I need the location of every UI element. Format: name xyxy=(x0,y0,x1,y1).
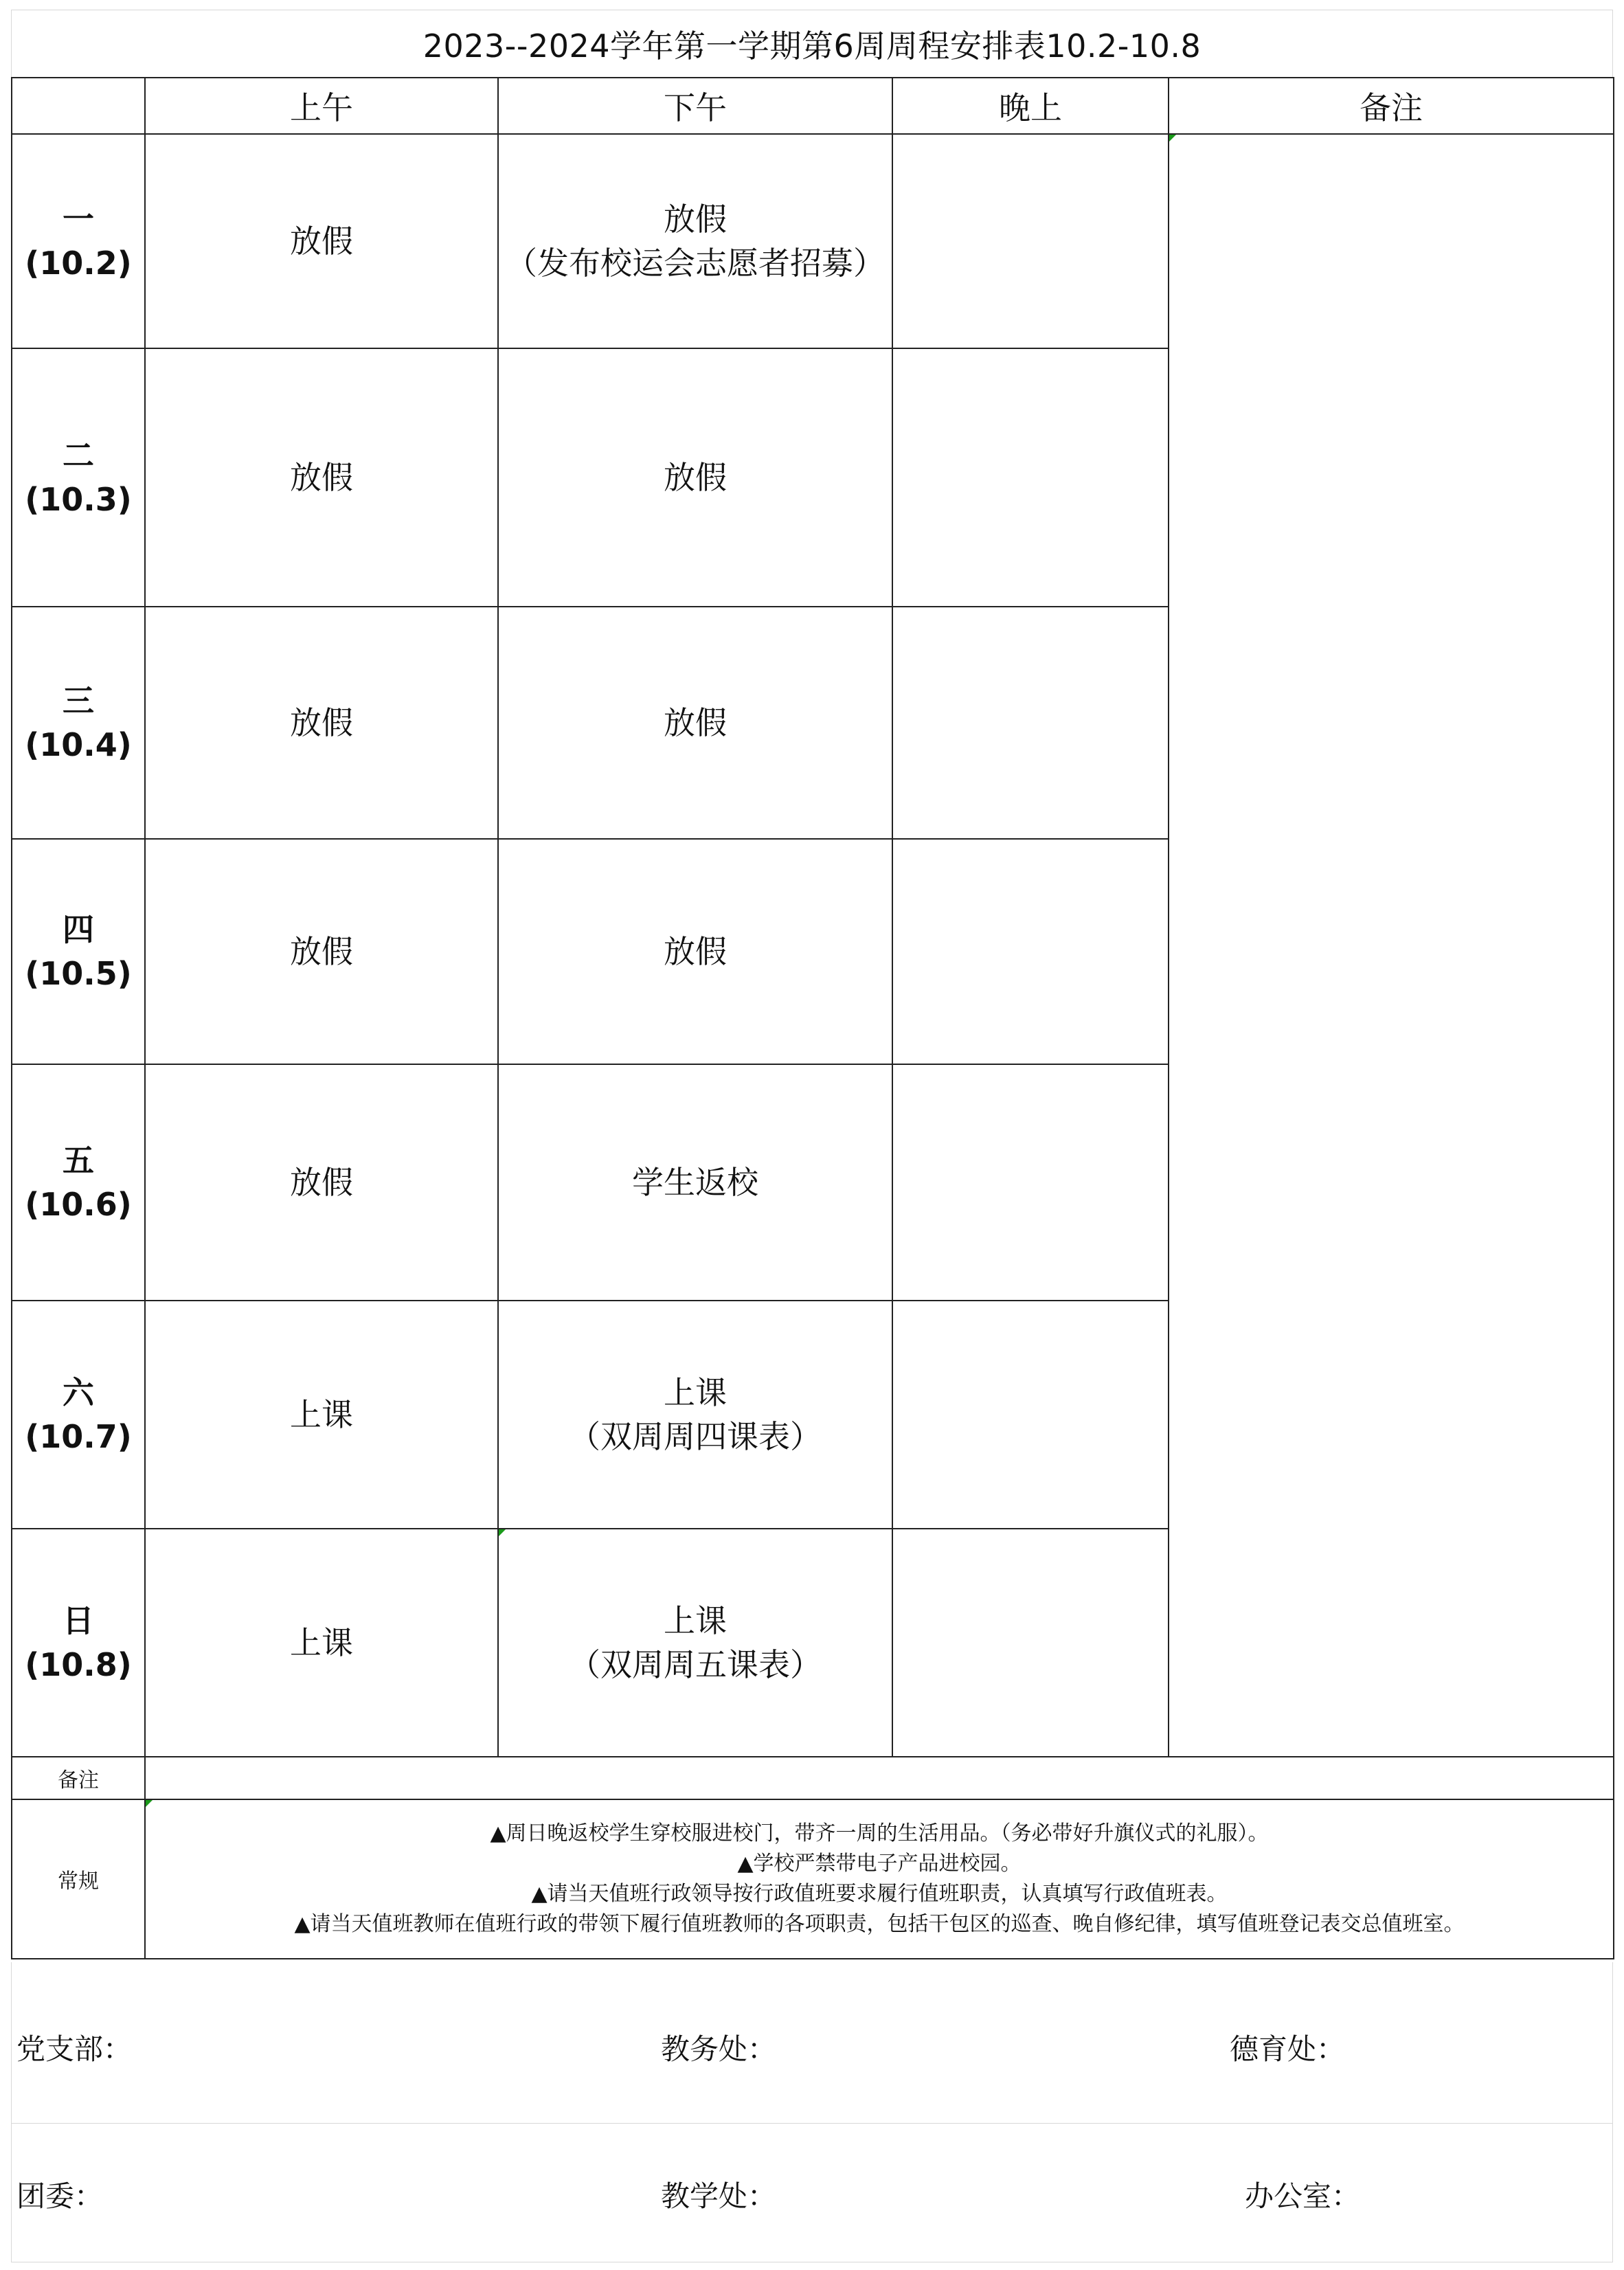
afternoon-text: 学生返校 xyxy=(632,1164,758,1201)
evening-cell xyxy=(892,134,1169,348)
morning-cell xyxy=(145,1064,498,1301)
day-date: (10.7) xyxy=(25,1418,132,1455)
routine-content xyxy=(145,1799,1614,1959)
remarks-label: 备注 xyxy=(12,1757,145,1799)
morning-cell xyxy=(145,1301,498,1529)
morning-cell xyxy=(145,1529,498,1757)
afternoon-text: 上课 xyxy=(664,1374,727,1411)
day-date: (10.6) xyxy=(25,1186,132,1223)
morning-text: 放假 xyxy=(290,933,353,970)
signature-youth-league: 团委： xyxy=(16,2179,104,2213)
routine-line: ▲请当天值班行政领导按行政值班要求履行值班职责，认真填写行政值班表。 xyxy=(531,1882,1228,1906)
day-name: 二 xyxy=(63,437,94,474)
routine-line: ▲请当天值班教师在值班行政的带领下履行值班教师的各项职责，包括干包区的巡查、晚自修纪律，填写值班登记表交总值班室。 xyxy=(294,1912,1465,1936)
morning-text: 放假 xyxy=(290,223,353,260)
remarks-content xyxy=(145,1757,1614,1799)
signature-academic-affairs: 教务处： xyxy=(661,2032,777,2066)
day-date: (10.8) xyxy=(25,1646,132,1683)
routine-line: ▲学校严禁带电子产品进校园。 xyxy=(737,1852,1022,1876)
afternoon-text: 上课 xyxy=(664,1602,727,1639)
day-name: 日 xyxy=(63,1602,94,1639)
day-cell xyxy=(12,607,145,839)
signature-moral-education: 德育处： xyxy=(1230,2032,1346,2066)
day-cell xyxy=(12,1301,145,1529)
morning-cell xyxy=(145,348,498,607)
evening-cell xyxy=(892,348,1169,607)
signature-area xyxy=(11,1962,1613,2262)
evening-cell xyxy=(892,839,1169,1064)
evening-cell xyxy=(892,607,1169,839)
signature-general-office: 办公室： xyxy=(1245,2179,1361,2213)
morning-cell xyxy=(145,839,498,1064)
page-title: 2023--2024学年第一学期第6周周程安排表10.2-10.8 xyxy=(11,10,1613,77)
day-cell xyxy=(12,1529,145,1757)
header-evening: 晚上 xyxy=(892,78,1169,134)
comment-marker-icon xyxy=(146,1800,153,1807)
day-cell xyxy=(12,134,145,348)
day-row-monday xyxy=(12,134,1614,348)
day-date: (10.5) xyxy=(25,955,132,992)
notes-cell xyxy=(1169,134,1614,1757)
evening-cell xyxy=(892,1301,1169,1529)
afternoon-text: 放假 xyxy=(664,704,727,741)
afternoon-cell xyxy=(498,134,892,348)
afternoon-text: 放假 xyxy=(664,933,727,970)
day-date: (10.3) xyxy=(25,481,132,518)
day-name: 六 xyxy=(63,1374,94,1411)
afternoon-cell xyxy=(498,1529,892,1757)
afternoon-subtext: （双周周五课表） xyxy=(569,1646,822,1683)
morning-text: 上课 xyxy=(290,1396,353,1433)
morning-text: 放假 xyxy=(290,459,353,496)
afternoon-cell xyxy=(498,1064,892,1301)
afternoon-text: 放假 xyxy=(664,201,727,238)
morning-text: 放假 xyxy=(290,1164,353,1201)
morning-text: 放假 xyxy=(290,704,353,741)
morning-cell xyxy=(145,607,498,839)
afternoon-subtext: （发布校运会志愿者招募） xyxy=(506,245,885,282)
routine-label: 常规 xyxy=(12,1799,145,1959)
afternoon-subtext: （双周周四课表） xyxy=(569,1418,822,1455)
routine-line: ▲周日晚返校学生穿校服进校门，带齐一周的生活用品。（务必带好升旗仪式的礼服）。 xyxy=(490,1821,1269,1845)
signature-party-branch: 党支部： xyxy=(16,2032,133,2066)
day-date: (10.2) xyxy=(25,245,132,282)
remarks-row xyxy=(12,1757,1614,1799)
evening-cell xyxy=(892,1529,1169,1757)
day-name: 四 xyxy=(63,911,94,948)
day-cell xyxy=(12,348,145,607)
routine-row xyxy=(12,1799,1614,1959)
day-cell xyxy=(12,1064,145,1301)
morning-cell xyxy=(145,134,498,348)
day-name: 一 xyxy=(63,201,94,238)
header-morning: 上午 xyxy=(145,78,498,134)
signature-divider xyxy=(11,2123,1613,2124)
comment-marker-icon xyxy=(1169,135,1176,142)
morning-text: 上课 xyxy=(290,1624,353,1661)
evening-cell xyxy=(892,1064,1169,1301)
afternoon-cell xyxy=(498,607,892,839)
afternoon-cell xyxy=(498,348,892,607)
afternoon-cell xyxy=(498,1301,892,1529)
header-afternoon: 下午 xyxy=(498,78,892,134)
header-corner xyxy=(12,78,145,134)
comment-marker-icon xyxy=(499,1529,506,1536)
signature-teaching-office: 教学处： xyxy=(661,2179,777,2213)
day-name: 三 xyxy=(63,682,94,719)
header-row xyxy=(12,78,1614,134)
afternoon-cell xyxy=(498,839,892,1064)
schedule-table xyxy=(11,77,1614,1959)
day-cell xyxy=(12,839,145,1064)
header-notes: 备注 xyxy=(1169,78,1614,134)
day-name: 五 xyxy=(63,1142,94,1179)
day-date: (10.4) xyxy=(25,726,132,763)
afternoon-text: 放假 xyxy=(664,459,727,496)
